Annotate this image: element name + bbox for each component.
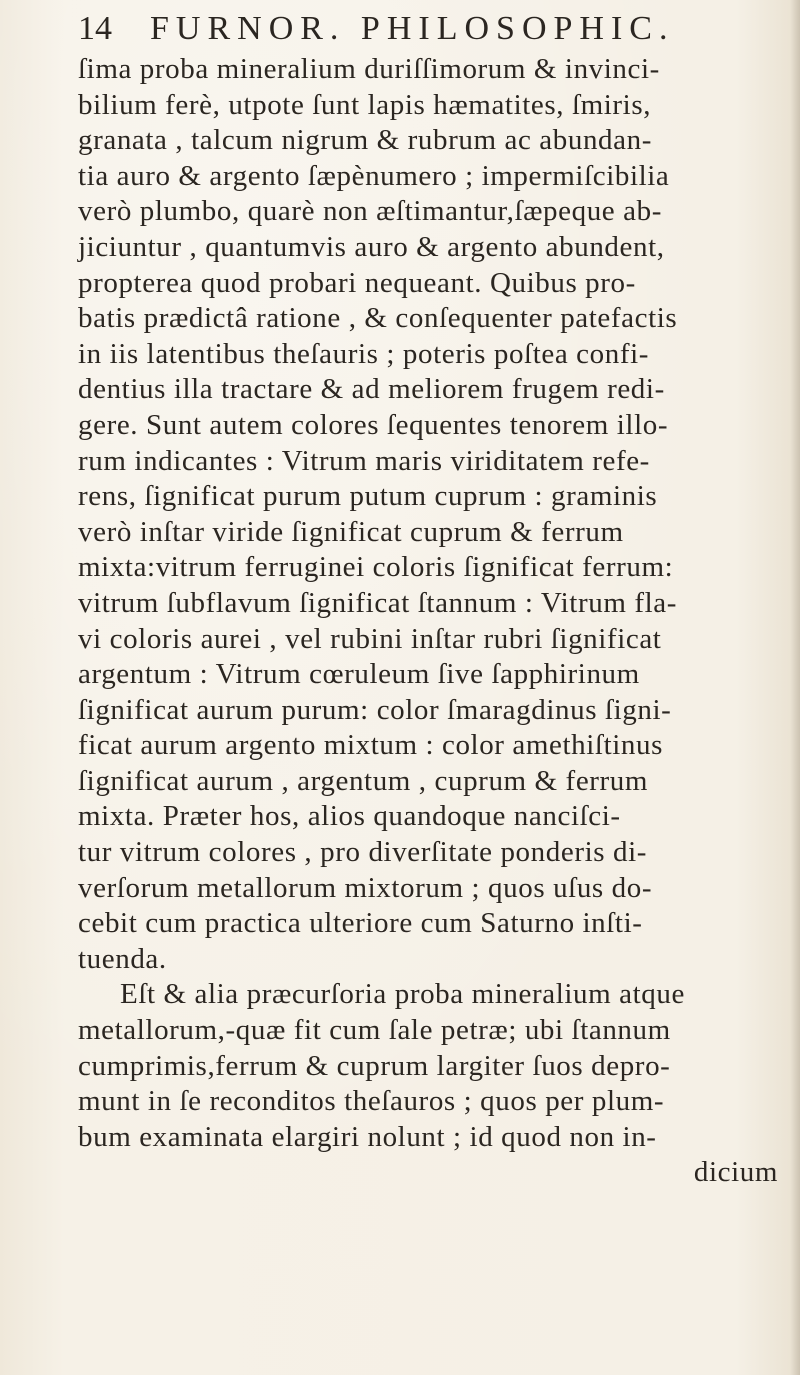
text-line: batis prædictâ ratione , & conſequenter patefactis: [78, 302, 678, 335]
text-line: verò inſtar viride ſignificat cuprum & ferrum: [78, 515, 624, 548]
text-line: bum examinata elargiri nolunt ; id quod non in-: [78, 1120, 657, 1153]
text-line: bilium ferè, utpote ſunt lapis hæmatites, ſmiris,: [78, 88, 652, 121]
paragraph-start-line: Eſt & alia præcurſoria proba mineralium atque: [120, 978, 685, 1011]
text-line: cumprimis,ferrum & cuprum largiter ſuos depro-: [78, 1049, 671, 1082]
text-line: ſignificat aurum purum: color ſmaragdinus ſigni-: [78, 693, 672, 726]
text-line: jiciuntur , quantumvis auro & argento abundent,: [78, 230, 665, 263]
text-line: metallorum,-quæ fit cum ſale petræ; ubi ſtannum: [78, 1014, 671, 1047]
page-edge-shadow: [790, 0, 800, 1375]
text-line: cebit cum practica ulteriore cum Saturno inſti-: [78, 907, 643, 940]
page-number: 14: [78, 10, 112, 47]
text-line: vitrum ſubflavum ſignificat ſtannum : Vitrum fla-: [78, 586, 677, 619]
text-line: granata , talcum nigrum & rubrum ac abundan-: [78, 124, 652, 157]
text-line: propterea quod probari nequeant. Quibus pro-: [78, 266, 636, 299]
text-line: tur vitrum colores , pro diverſitate ponderis di-: [78, 836, 647, 869]
text-line: dentius illa tractare & ad meliorem frugem redi-: [78, 373, 665, 406]
text-line: ficat aurum argento mixtum : color amethiſtinus: [78, 729, 663, 762]
text-line: tuenda.: [78, 942, 167, 975]
page-header: [78, 6, 778, 52]
text-line: ſignificat aurum , argentum , cuprum & ferrum: [78, 764, 649, 797]
body-text: [78, 52, 790, 1191]
catchword: dicium: [693, 1156, 778, 1189]
text-line: ſima proba mineralium duriſſimorum & invinci-: [78, 53, 660, 85]
text-line: vi coloris aurei , vel rubini inſtar rubri ſignificat: [78, 622, 662, 655]
text-line: verſorum metallorum mixtorum ; quos uſus do-: [78, 871, 653, 904]
text-line: munt in ſe reconditos theſauros ; quos per plum-: [78, 1085, 665, 1118]
text-line: mixta:vitrum ferruginei coloris ſignificat ferrum:: [78, 551, 674, 584]
text-line: gere. Sunt autem colores ſequentes tenorem illo-: [78, 408, 669, 441]
text-line: rum indicantes : Vitrum maris viriditatem refe-: [78, 444, 650, 477]
text-line: mixta. Præter hos, alios quandoque nanciſci-: [78, 800, 621, 833]
text-line: in iis latentibus theſauris ; poteris poſtea confi-: [78, 337, 650, 370]
text-line: argentum : Vitrum cœruleum ſive ſapphirinum: [78, 658, 640, 691]
text-line: verò plumbo, quarè non æſtimantur,ſæpeque ab-: [78, 195, 662, 228]
text-line: rens, ſignificat purum putum cuprum : graminis: [78, 480, 658, 513]
text-line: tia auro & argento ſæpènumero ; impermiſcibilia: [78, 159, 670, 192]
running-head: FURNOR. PHILOSOPHIC.: [150, 10, 675, 47]
